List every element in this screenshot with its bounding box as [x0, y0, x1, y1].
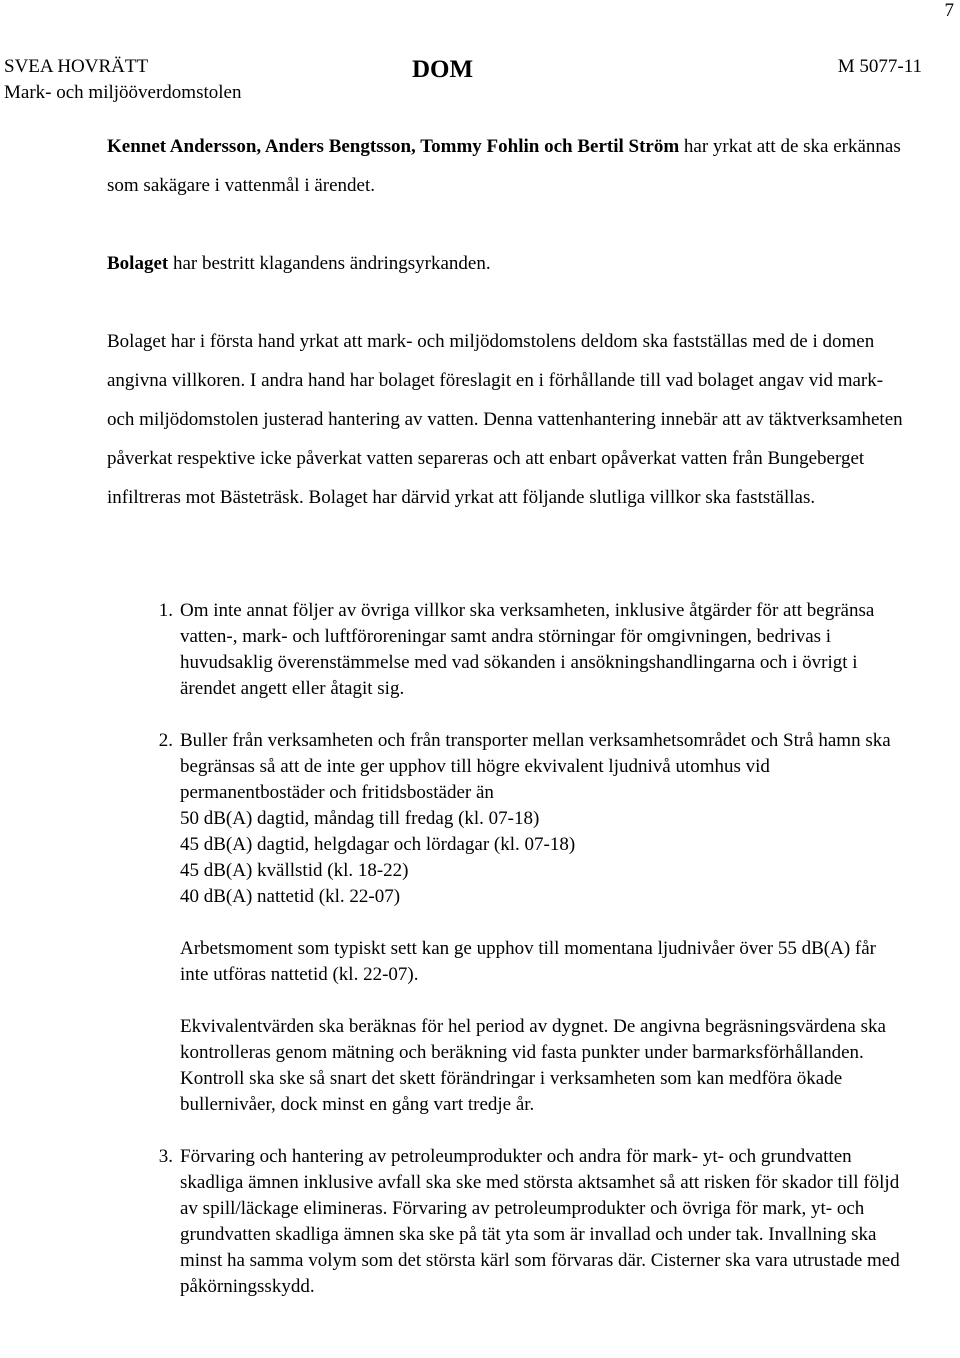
court-division: Mark- och miljööverdomstolen [4, 82, 242, 103]
conditions-list [107, 598, 907, 1300]
condition-spacer [180, 910, 907, 936]
condition-text: Ekvivalentvärden ska beräknas för hel period av dygnet. De angivna begräsningsvärdena ska kontrolleras genom mätning och beräkning vid fasta punkter under barmarksförhållanden. Kontroll ska ske så snart det skett förändringar i verksamheten som kan medföra ökade bullernivåer, dock minst en gång vart tredje år. [180, 1016, 886, 1115]
condition-spacer [180, 988, 907, 1014]
condition-separator [107, 702, 907, 728]
condition-text: 50 dB(A) dagtid, måndag till fredag (kl. 07-18) [180, 808, 540, 829]
condition-text: Förvaring och hantering av petroleumprodukter och andra för mark- yt- och grundvatten skadliga ämnen inklusive avfall ska ske med största aktsamhet så att risken för skador till följd av spill/läckage elimineras. Förvaring av petroleumprodukter och övriga för mark, yt- och grundvatten skadliga ämnen ska ske på tät yta som är invallad och under tak. Invallning ska minst ha samma volym som det största kärl som förvaras där. Cisterner ska vara utrustade med påkörningsskydd. [180, 1146, 900, 1297]
condition-text: Arbetsmoment som typiskt sett kan ge upphov till momentana ljudnivåer över 55 dB(A) får inte utföras nattetid (kl. 22-07). [180, 938, 877, 985]
condition-number: 2. [158, 730, 173, 751]
condition-text: 45 dB(A) kvällstid (kl. 18-22) [180, 860, 409, 881]
company-name: Bolaget [107, 253, 169, 274]
condition-item [107, 1144, 907, 1300]
page-number: 7 [944, 0, 954, 21]
paragraph-company-claims: Bolaget har i första hand yrkat att mark- och miljödomstolens deldom ska fastställas med de i domen angivna villkoren. I andra hand har bolaget föreslagit en i förhållande till vad bolaget angav vid mark- och miljödomstolen justerad hantering av vatten. Denna vattenhantering innebär att av täktverksamheten påverkat respektive icke påverkat vatten separeras och att enbart opåverkat vatten från Bungeberget infiltreras mot Bästeträsk. Bolaget har därvid yrkat att följande slutliga villkor ska fastställas. [107, 331, 903, 508]
document-type: DOM [412, 56, 474, 83]
paragraph-text: har yrkat att de ska erkännas som sakägare i vattenmål i ärendet. [107, 136, 901, 196]
paragraph-claimants [107, 127, 907, 205]
header-left [4, 54, 241, 106]
paragraph-company-contest [107, 244, 907, 283]
condition-item [107, 728, 907, 1118]
condition-separator [107, 1118, 907, 1144]
condition-text: 45 dB(A) dagtid, helgdagar och lördagar (kl. 07-18) [180, 834, 576, 855]
condition-text: 40 dB(A) nattetid (kl. 22-07) [180, 886, 401, 907]
condition-text: Buller från verksamheten och från transporter mellan verksamhetsområdet och Strå hamn ska begränsas så att de inte ger upphov till högre ekvivalent ljudnivå utomhus vid permanentbostäder och fritidsbostäder än [180, 730, 891, 803]
condition-text: Om inte annat följer av övriga villkor ska verksamheten, inklusive åtgärder för att begränsa vatten-, mark- och luftföroreningar samt andra störningar för omgivningen, bedrivas i huvudsaklig överenstämmelse med vad sökanden i ansökningshandlingarna och i övrigt i ärendet angett eller åtagit sig. [180, 600, 875, 699]
case-number: M 5077-11 [837, 56, 922, 77]
court-name: SVEA HOVRÄTT [4, 56, 149, 77]
claimant-names: Kennet Andersson, Anders Bengtsson, Tommy Fohlin och Bertil Ström [107, 136, 680, 157]
condition-item [107, 598, 907, 702]
paragraph-text: har bestritt klagandens ändringsyrkanden. [168, 253, 491, 274]
condition-number: 3. [158, 1146, 173, 1167]
condition-number: 1. [158, 600, 173, 621]
